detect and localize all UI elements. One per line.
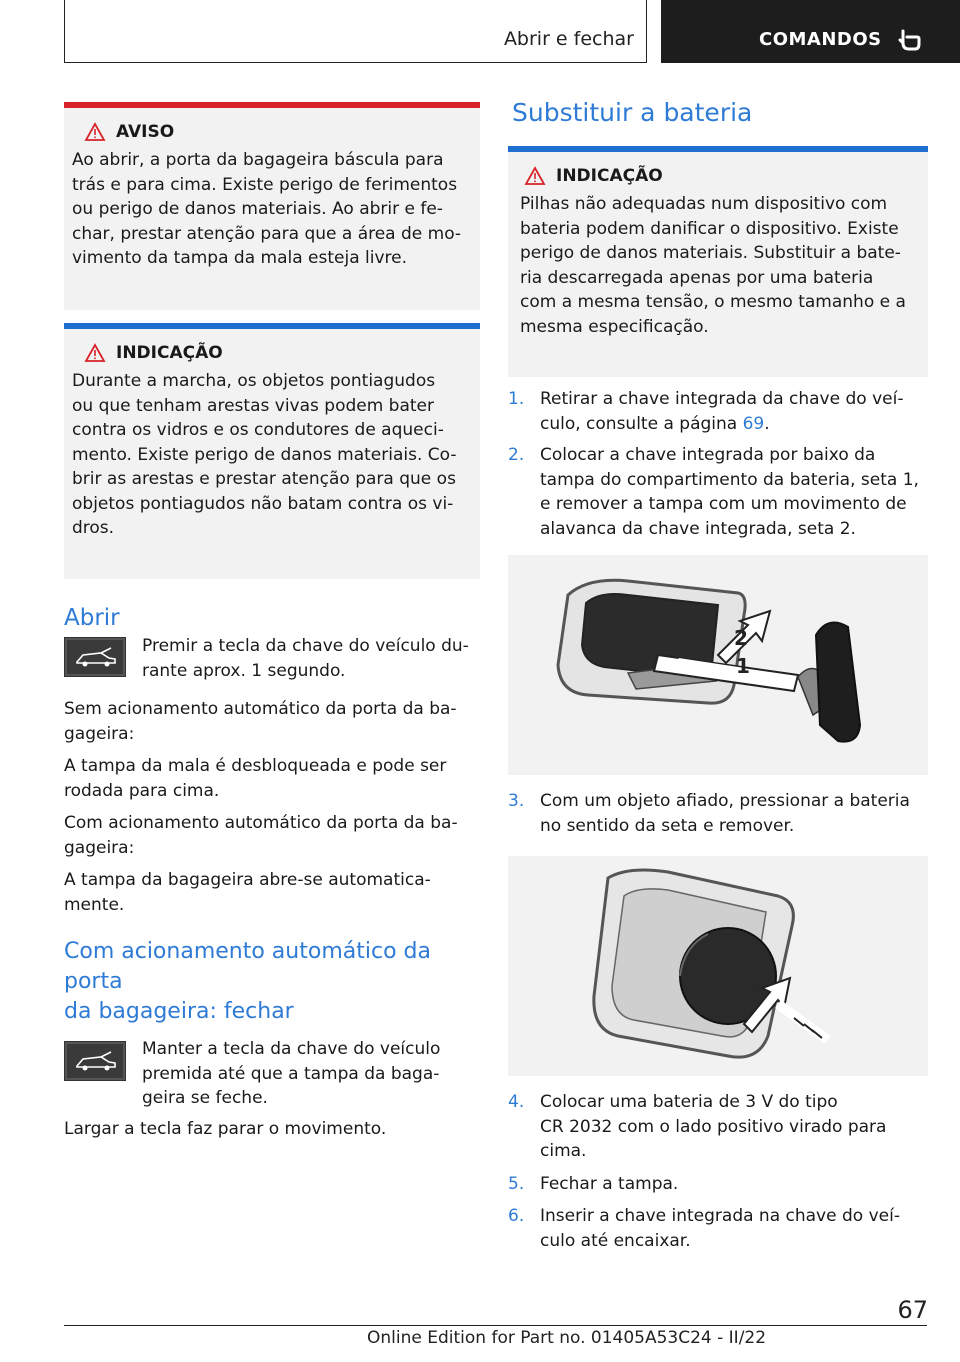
text-line bbox=[540, 412, 903, 437]
header-section-box bbox=[64, 0, 647, 63]
warning-title: AVISO bbox=[116, 122, 175, 142]
text-line: alavanca da chave integrada, seta 2. bbox=[540, 518, 856, 539]
text-line: objetos pontiagudos não batam contra os vi- bbox=[72, 493, 454, 514]
step-text bbox=[540, 1172, 678, 1197]
text-line: mente. bbox=[64, 894, 125, 915]
text-line: ou que tenham arestas vivas podem bater bbox=[72, 395, 435, 416]
step-text bbox=[540, 443, 919, 541]
tailgate-key-icon bbox=[64, 1041, 126, 1081]
text-line: Sem acionamento automático da porta da ba- bbox=[64, 699, 457, 719]
notice-header bbox=[64, 329, 480, 363]
text-line: trás e para cima. Existe perigo de ferimentos bbox=[72, 174, 458, 195]
hand-pointer-icon bbox=[897, 27, 923, 53]
text-line: ou perigo de danos materiais. Ao abrir e fe- bbox=[72, 199, 443, 219]
page-number: 67 bbox=[897, 1296, 928, 1324]
text-line: ria descarregada apenas por uma bateria bbox=[520, 267, 874, 288]
text-line: vimento da tampa da mala esteja livre. bbox=[72, 248, 408, 268]
step-number: 1. bbox=[508, 389, 525, 409]
heading-line: Com acionamento automático da porta bbox=[64, 939, 431, 994]
battery-heading: Substituir a bateria bbox=[512, 98, 753, 127]
fechar-heading bbox=[64, 937, 480, 1027]
paragraph bbox=[64, 811, 480, 860]
abrir-icon-text bbox=[142, 634, 469, 683]
text-line: geira se feche. bbox=[142, 1088, 268, 1108]
header-chapter-box bbox=[661, 0, 960, 63]
text-line: rodada para cima. bbox=[64, 780, 220, 801]
text-line: bateria podem danificar o dispositivo. Existe bbox=[520, 218, 899, 239]
paragraph bbox=[64, 697, 480, 746]
warning-triangle-icon bbox=[84, 343, 106, 363]
tailgate-key-icon bbox=[64, 637, 126, 677]
step-5 bbox=[508, 1172, 928, 1197]
text-line: com a mesma tensão, o mesmo tamanho e a bbox=[520, 292, 906, 312]
step-4 bbox=[508, 1090, 928, 1164]
text-line: CR 2032 com o lado positivo virado para bbox=[540, 1116, 887, 1137]
edition-text: Online Edition for Part no. 01405A53C24 - II/22 bbox=[367, 1328, 767, 1348]
text-line: Retirar a chave integrada da chave do veí- bbox=[540, 389, 904, 409]
step-number: 3. bbox=[508, 791, 525, 811]
text-line: perigo de danos materiais. Substituir a bate- bbox=[520, 243, 901, 263]
key-cover-removal-figure bbox=[508, 555, 928, 775]
battery-removal-figure bbox=[508, 856, 928, 1076]
paragraph bbox=[64, 754, 480, 803]
text-line: A tampa da bagageira abre-se automatica- bbox=[64, 870, 431, 890]
battery-illustration bbox=[508, 856, 923, 1076]
text-line: contra os vidros e os condutores de aqueci- bbox=[72, 420, 444, 440]
car-tailgate-icon bbox=[67, 640, 123, 674]
text-line: culo até encaixar. bbox=[540, 1230, 691, 1251]
step-text bbox=[540, 789, 910, 838]
text-line: Manter a tecla da chave do veículo bbox=[142, 1039, 441, 1059]
abrir-heading: Abrir bbox=[64, 605, 120, 631]
arrow-label: 1 bbox=[736, 654, 750, 678]
text-line: char, prestar atenção para que a área de mo- bbox=[72, 223, 462, 244]
text-line: Durante a marcha, os objetos pontiagudos bbox=[72, 371, 436, 391]
text-line: tampa do compartimento da bateria, seta 1, bbox=[540, 469, 919, 490]
text-line: Colocar uma bateria de 3 V do tipo bbox=[540, 1092, 838, 1112]
arrow-label: 2 bbox=[734, 626, 748, 650]
step-2 bbox=[508, 443, 928, 541]
step-text bbox=[540, 1204, 900, 1253]
paragraph: Largar a tecla faz parar o movimento. bbox=[64, 1118, 387, 1139]
warning-triangle-icon bbox=[84, 122, 106, 142]
car-tailgate-icon bbox=[67, 1044, 123, 1078]
text-line: e remover a tampa com um movimento de bbox=[540, 494, 907, 514]
notice-text bbox=[508, 186, 928, 355]
text-line: Ao abrir, a porta da bagageira báscula para bbox=[72, 150, 444, 170]
section-title: Abrir e fechar bbox=[503, 28, 634, 50]
chapter-title: COMANDOS bbox=[759, 29, 882, 50]
text-line: mesma especificação. bbox=[520, 316, 709, 337]
notice-header bbox=[508, 152, 928, 186]
text-line: cima. bbox=[540, 1141, 587, 1161]
warning-triangle-icon bbox=[524, 166, 546, 186]
text-line: Premir a tecla da chave do veículo du- bbox=[142, 636, 469, 656]
key-illustration bbox=[508, 555, 923, 775]
text-line: Inserir a chave integrada na chave do veí- bbox=[540, 1206, 900, 1226]
text-line: Fechar a tampa. bbox=[540, 1173, 679, 1194]
step-number: 5. bbox=[508, 1173, 525, 1194]
text-line: Com um objeto afiado, pressionar a bateria bbox=[540, 791, 910, 811]
warning-header bbox=[64, 108, 480, 142]
paragraph bbox=[64, 868, 480, 917]
heading-line: da bagageira: fechar bbox=[64, 999, 294, 1024]
text-line: A tampa da mala é desbloqueada e pode ser bbox=[64, 756, 447, 776]
page-link[interactable]: 69 bbox=[742, 413, 765, 434]
text-line: Pilhas não adequadas num dispositivo com bbox=[520, 194, 888, 214]
left-column bbox=[64, 102, 480, 1141]
text-span: culo, consulte a página bbox=[540, 413, 743, 434]
warning-box bbox=[64, 102, 480, 310]
text-line: dros. bbox=[72, 518, 115, 538]
notice-box bbox=[508, 146, 928, 377]
text-span: . bbox=[764, 413, 770, 434]
text-line: no sentido da seta e remover. bbox=[540, 815, 795, 836]
fechar-icon-row bbox=[64, 1041, 480, 1111]
step-1 bbox=[508, 387, 928, 436]
text-line: mento. Existe perigo de danos materiais. Co- bbox=[72, 444, 457, 465]
right-column bbox=[508, 98, 928, 1253]
text-line: gageira: bbox=[64, 723, 135, 744]
notice-box bbox=[64, 323, 480, 579]
step-text bbox=[540, 387, 903, 436]
fechar-icon-text bbox=[142, 1037, 440, 1111]
step-text bbox=[540, 1090, 886, 1164]
warning-text bbox=[64, 142, 480, 287]
text-line: Colocar a chave integrada por baixo da bbox=[540, 445, 876, 465]
step-number: 2. bbox=[508, 445, 525, 465]
step-number: 4. bbox=[508, 1092, 525, 1112]
text-line: brir as arestas e prestar atenção para que os bbox=[72, 469, 456, 489]
notice-text bbox=[64, 363, 480, 557]
step-6 bbox=[508, 1204, 928, 1253]
step-number: 6. bbox=[508, 1206, 525, 1226]
footer-divider bbox=[64, 1325, 927, 1326]
abrir-icon-row bbox=[64, 637, 480, 683]
text-line: premida até que a tampa da baga- bbox=[142, 1063, 440, 1084]
text-line: Com acionamento automático da porta da ba- bbox=[64, 813, 458, 833]
text-line: gageira: bbox=[64, 837, 135, 858]
step-3 bbox=[508, 789, 928, 838]
notice-title: INDICAÇÃO bbox=[556, 166, 663, 186]
text-line: rante aprox. 1 segundo. bbox=[142, 660, 346, 681]
notice-title: INDICAÇÃO bbox=[116, 343, 223, 363]
